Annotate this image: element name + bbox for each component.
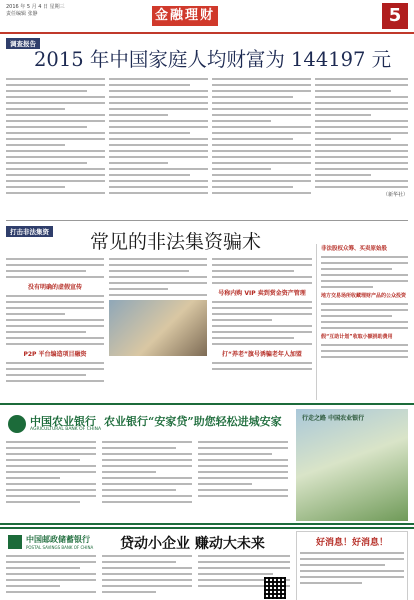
subhead-4: 打“养老”旗号诱骗老年人加盟 xyxy=(222,351,302,358)
sidebar xyxy=(316,244,408,400)
abc-name-cn: 中国农业银行 xyxy=(30,415,96,428)
article2-column-2 xyxy=(109,258,207,398)
subhead-3: 号称内购 VIP 卖到赏金资产管理 xyxy=(218,290,306,297)
abc-col-1 xyxy=(6,441,96,507)
article1-byline: （新华社） xyxy=(382,192,408,198)
psbc-logo-icon xyxy=(8,535,22,549)
article1-headline: 2015 年中国家庭人均财富为 144197 元 xyxy=(34,48,392,71)
abc-headline: 农业银行“安家贷”助您轻松进城安家 xyxy=(104,415,282,428)
psbc-banner xyxy=(0,527,414,600)
psbc-name-cn: 中国邮政储蓄银行 xyxy=(26,535,90,544)
article1-column-2 xyxy=(109,78,208,202)
subhead-1: 没有明确的虚假宣传 xyxy=(27,284,82,291)
section-tag-survey: 调查报告 xyxy=(6,38,40,49)
divider xyxy=(6,220,408,221)
promo-box xyxy=(296,531,408,600)
psbc-col-2 xyxy=(102,555,192,597)
psbc-name-en: POSTAL SAVINGS BANK OF CHINA xyxy=(26,545,94,550)
article1-column-1 xyxy=(6,78,105,202)
sidebar-item-1-title: 非法股权众筹、买卖原始股 xyxy=(321,246,388,252)
section-title: 金融理财 xyxy=(152,6,218,26)
sidebar-item-2-title: 地方交易场所收藏理财产品的公众投资 xyxy=(321,293,407,299)
psbc-headline: 贷动小企业 赚动大未来 xyxy=(120,536,265,552)
fraud-photo xyxy=(109,300,207,356)
qr-code-icon xyxy=(264,577,286,599)
promo-title: 好消息！好消息！ xyxy=(315,538,388,548)
abc-photo-caption: 行走之路 中国农业银行 xyxy=(302,415,365,422)
abc-col-2 xyxy=(102,441,192,507)
abc-name-en: AGRICULTURAL BANK OF CHINA xyxy=(30,427,102,432)
abc-col-3 xyxy=(198,441,288,501)
date-line: 2016 年 5 月 4 日 星期三 xyxy=(6,4,65,10)
subhead-2: P2P 平台编造项目融资 xyxy=(23,351,87,358)
abc-banner xyxy=(0,403,414,525)
article2-column-3 xyxy=(212,258,312,398)
article2-headline: 常见的非法集资骗术 xyxy=(90,231,262,253)
page-number: 5 xyxy=(382,3,408,29)
psbc-col-1 xyxy=(6,555,96,597)
abc-logo-icon xyxy=(8,415,26,433)
article1-column-3 xyxy=(212,78,311,202)
masthead xyxy=(0,0,414,34)
article1-column-4 xyxy=(315,78,408,202)
article2-column-1 xyxy=(6,258,104,398)
abc-ad-photo xyxy=(296,409,408,521)
sidebar-item-3-title: 假“互助计划”收取小额捐助费用 xyxy=(321,334,393,340)
editor-line: 责任编辑 张静 xyxy=(6,11,38,17)
section-tag-illegal-fundraising: 打击非法集资 xyxy=(6,226,53,237)
